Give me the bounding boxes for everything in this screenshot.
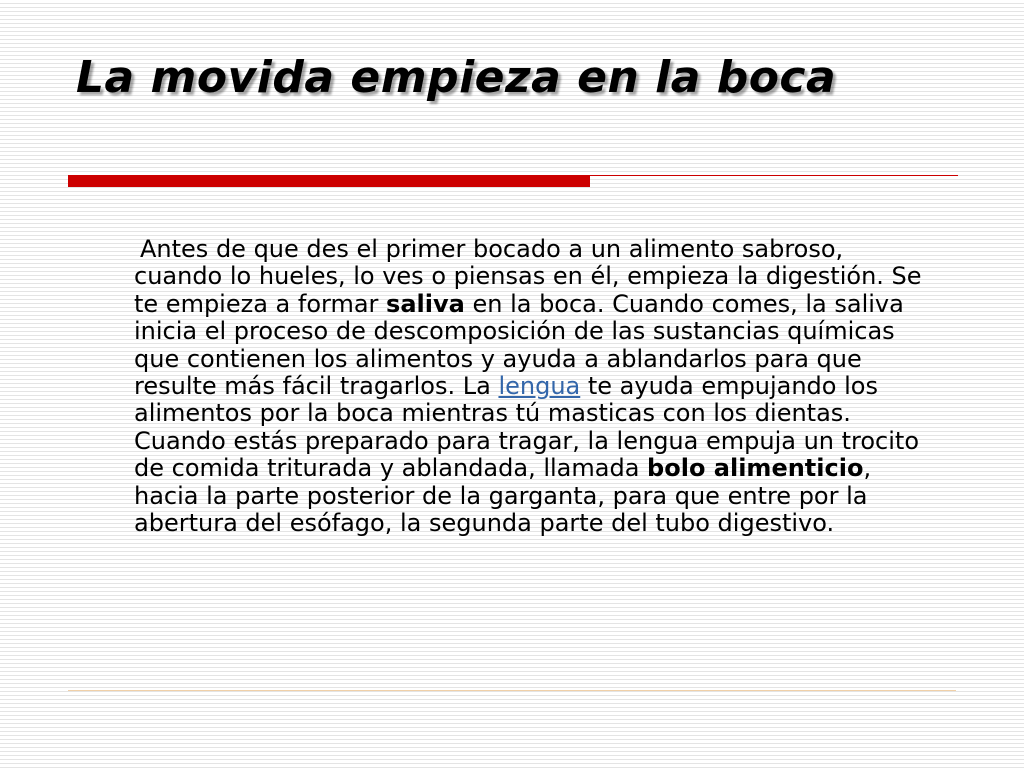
term-saliva: saliva	[386, 289, 465, 318]
paragraph-text-1: Antes de que des el primer bocado a un alimento sabroso, cuando lo hueles, lo ves o piensas en él, empieza la digestión. Se te empieza a formar	[134, 235, 922, 318]
paragraph-text-3: te ayuda empujando los alimentos por la boca mientras tú masticas con los dientas. Cuando estás preparado para tragar, la lengua empuja un trocito de comida triturada y ablandada, llamada	[134, 372, 920, 483]
paragraph-text-2: en la boca. Cuando comes, la saliva inicia el proceso de descomposición de las sustancias químicas que contienen los alimentos y ayuda a ablandarlos para que resulte más fácil tragarlos. La	[134, 289, 904, 401]
title-underline-thick	[68, 175, 590, 187]
lengua-link[interactable]: lengua	[498, 372, 581, 401]
slide-title: La movida empieza en la boca	[76, 52, 837, 103]
body-paragraph	[134, 236, 934, 537]
title-underline-thin	[590, 175, 958, 176]
term-bolo-alimenticio: bolo alimenticio	[647, 454, 864, 483]
footer-divider	[68, 690, 956, 691]
paragraph-text-4: , hacia la parte posterior de la garganta, para que entre por la abertura del esófago, la segunda parte del tubo digestivo.	[134, 454, 872, 538]
